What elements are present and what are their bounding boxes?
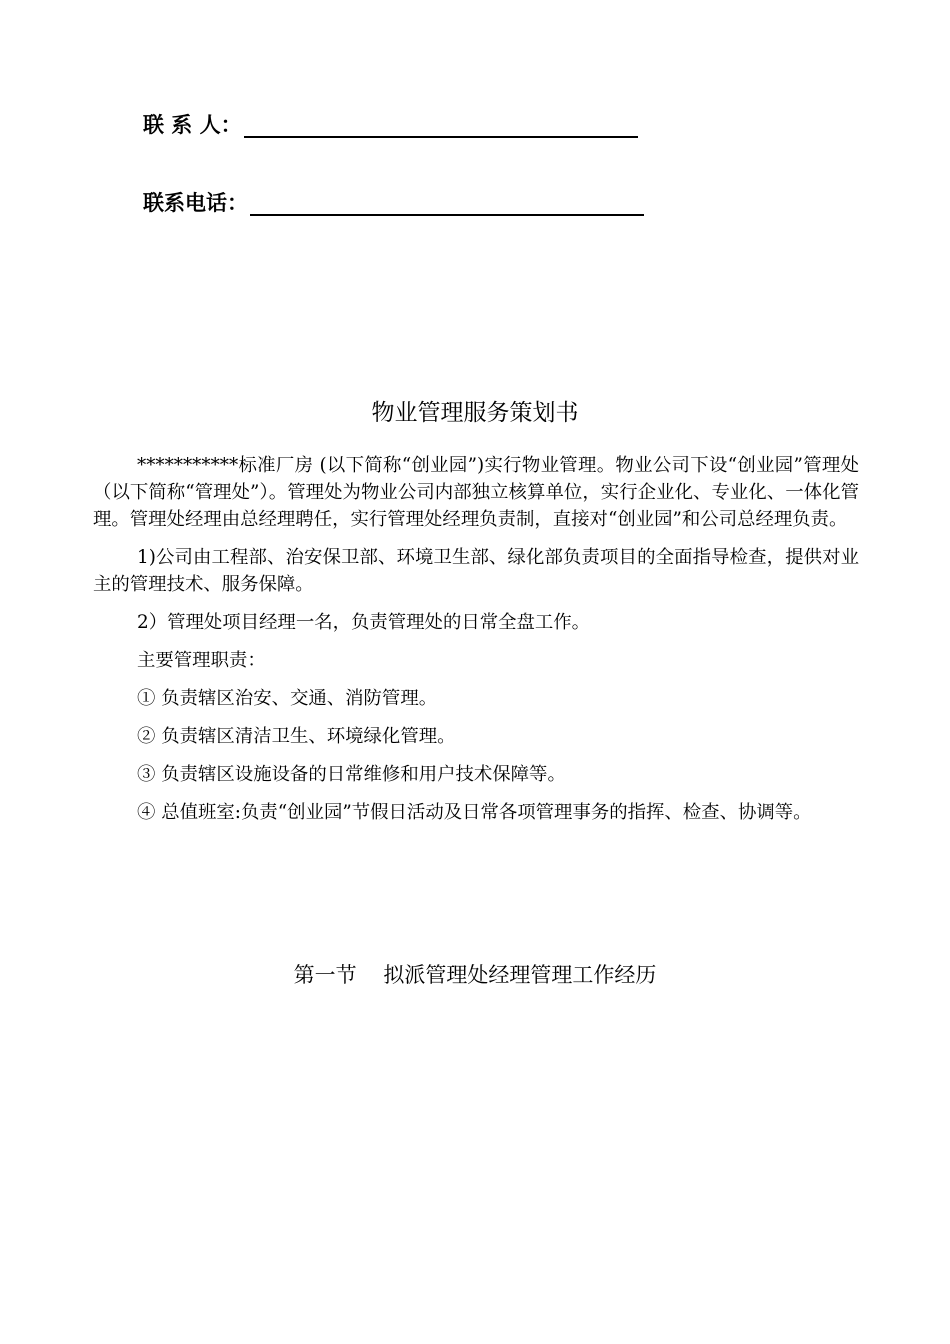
paragraph-item-2: 2）管理处项目经理一名，负责管理处的日常全盘工作。 (137, 612, 591, 633)
contact-phone-label: 联系电话： (143, 191, 248, 215)
contact-person-blank-line (244, 112, 638, 138)
contact-phone-field (143, 190, 644, 216)
paragraph-item-1: 1)公司由工程部、治安保卫部、环境卫生部、绿化部负责项目的全面指导检查，提供对业主的管理技术、服务保障。 (93, 547, 859, 595)
responsibility-item-1: ① 负责辖区治安、交通、消防管理。 (137, 688, 438, 709)
section-heading: 第一节 拟派管理处经理管理工作经历 (293, 963, 657, 987)
document-body (93, 452, 859, 837)
responsibility-item-2: ② 负责辖区清洁卫生、环境绿化管理。 (137, 726, 456, 747)
responsibility-item-3: ③ 负责辖区设施设备的日常维修和用户技术保障等。 (137, 764, 566, 785)
contact-person-label: 联 系 人： (143, 113, 242, 137)
document-title: 物业管理服务策划书 (371, 400, 579, 426)
intro-paragraph: ***********标准厂房 (以下简称“创业园”)实行物业管理。物业公司下设“创业园”管理处（以下简称“管理处”）。管理处为物业公司内部独立核算单位，实行企业化、专业化、一体化管理。管理处经理由总经理聘任，实行管理处经理负责制，直接对“创业园”和公司总经理负责。 (93, 455, 859, 530)
contact-phone-blank-line (250, 190, 644, 216)
responsibilities-heading: 主要管理职责： (137, 650, 266, 671)
contact-person-field (143, 112, 638, 138)
responsibility-item-4: ④ 总值班室:负责“创业园”节假日活动及日常各项管理事务的指挥、检查、协调等。 (137, 802, 812, 823)
